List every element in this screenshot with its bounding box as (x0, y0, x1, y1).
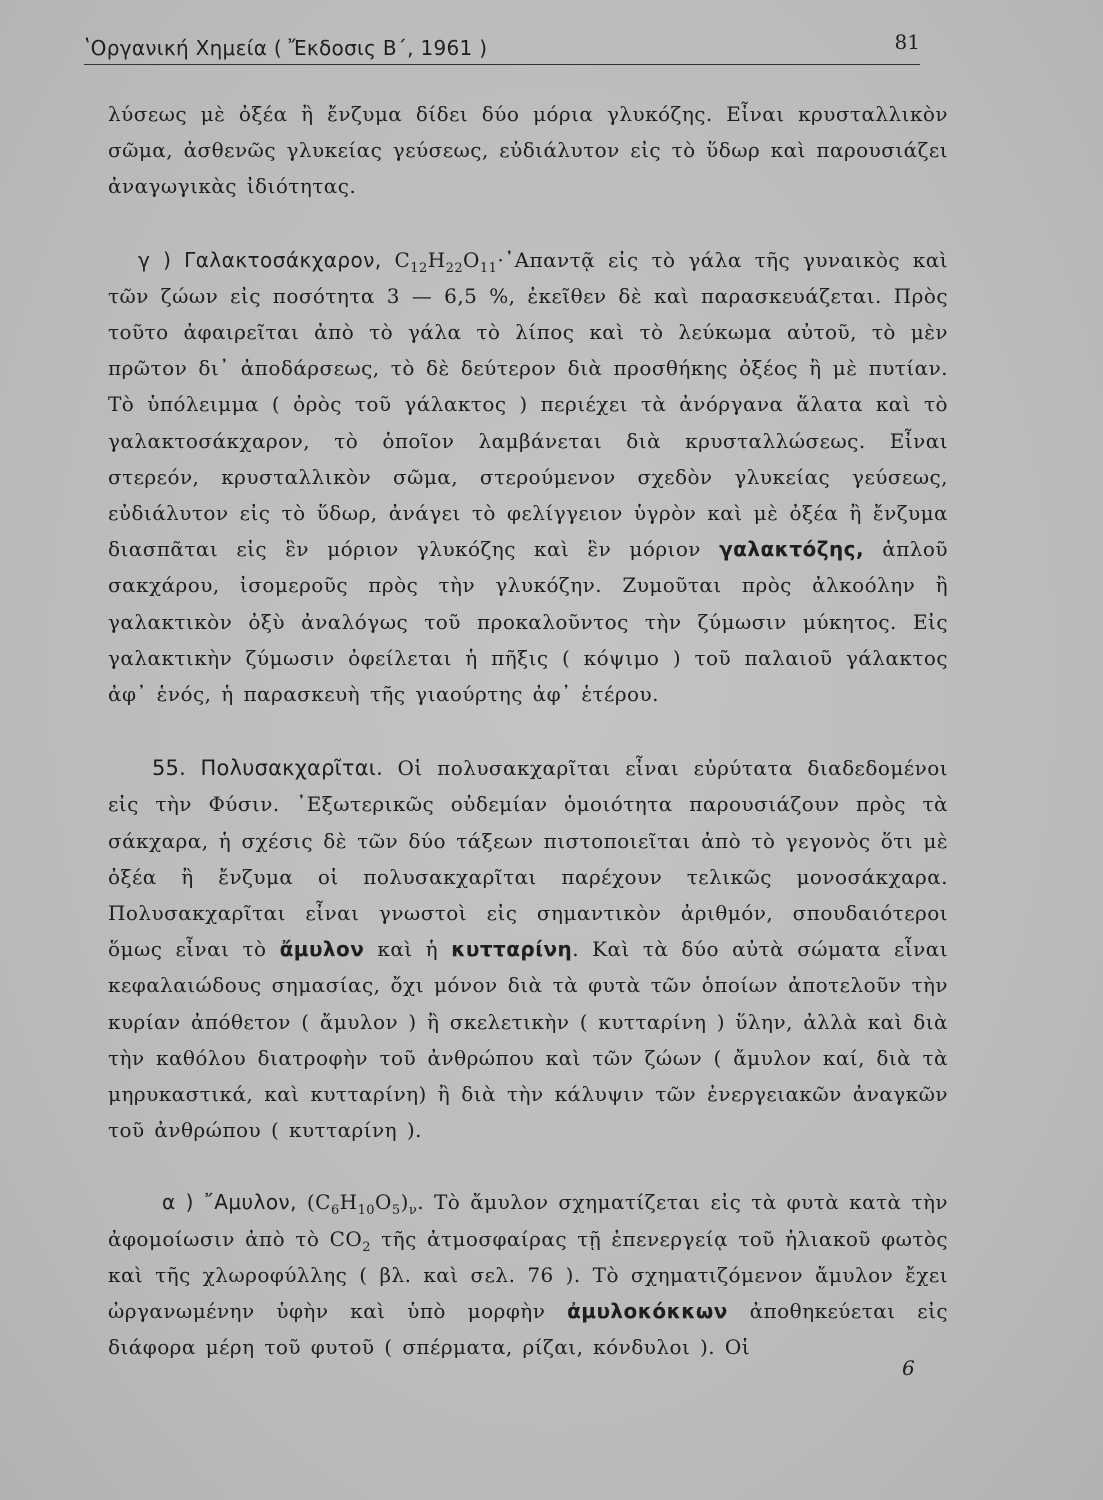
paragraph-text: ·᾿Απαντᾷ εἰς τὸ γάλα τῆς γυναικὸς καὶ τῶν ζώων εἰς ποσότητα 3 — 6,5 %, ἐκεῖθεν δὲ καὶ παρασκευάζεται. Πρὸς τοῦτο ἀφαιρεῖται ἀπὸ τὸ γάλα τὸ λίπος καὶ τὸ λεύκωμα αὐτοῦ, τὸ μὲν πρῶτον δι᾿ ἀποδάρσεως, τὸ δὲ δεύτερον διὰ προσθήκης ὀξέος ἢ μὲ πυτίαν. Τὸ ὑπόλειμμα ( ὀρὸς τοῦ γάλακτος ) περιέχει τὰ ἀνόργανα ἅλατα καὶ τὸ γαλακτοσάκχαρον, τὸ ὁποῖον λαμβάνεται διὰ κρυσταλλώσεως. Εἶναι στερεόν, κρυσταλλικὸν σῶμα, στερούμενον σχεδὸν γλυκείας γεύσεως, εὐδιάλυτον εἰς τὸ ὕδωρ, ἀνάγει τὸ φελίγγειον ὑγρὸν καὶ μὲ ὀξέα ἢ ἔνζυμα διασπᾶται εἰς ἓν μόριον γλυκόζης καὶ ἓν μόριον (108, 247, 949, 562)
paragraph-starch (108, 1184, 948, 1365)
paragraph-text: . Τὸ ἄμυλον σχηματίζεται εἰς τὰ φυτὰ κατὰ τὴν ἀφομοίωσιν ἀπὸ τὸ CO (108, 1190, 949, 1251)
paragraph-text: ἁπλοῦ σακχάρου, ἰσομεροῦς πρὸς τὴν γλυκόζην. Ζυμοῦται πρὸς ἀλκοόλην ἢ γαλακτικὸν ὀξὺ ἀναλόγως τοῦ προκαλοῦντος τὴν ζύμωσιν μύκητος. Εἰς γαλακτικὴν ζύμωσιν ὀφείλεται ἡ πῆξις ( κόψιμο ) τοῦ παλαιοῦ γάλακτος ἀφ᾿ ἑνός, ἡ παρασκευὴ τῆς γιαούρτης ἀφ᾿ ἑτέρου. (108, 537, 949, 707)
paragraph-lactose (108, 242, 948, 713)
chemical-formula: $(C_6H_{10}O_5)_\nu$ (306, 1190, 418, 1219)
subscript: 2 (362, 1239, 371, 1255)
section-heading: 55. Πολυσακχαρῖται. (152, 756, 383, 781)
subsection-label: γ ) Γαλακτοσάκχαρον, (138, 247, 382, 272)
chemical-formula: $C_{12}H_{22}O_{11}$ (394, 247, 498, 276)
paragraph-text: Οἱ πολυσακχαρῖται εἶναι εὐρύτατα διαδεδομένοι εἰς τὴν Φύσιν. ᾿Εξωτερικῶς οὐδεμίαν ὁμοιότητα παρουσιάζουν πρὸς τὰ σάκχαρα, ἡ σχέσις δὲ τῶν δύο τάξεων πιστοποιεῖται ἀπὸ τὸ γεγονὸς ὅτι μὲ ὀξέα ἢ ἔνζυμα οἱ πολυσακχαρῖται παρέχουν τελικῶς μονοσάκχαρα. Πολυσακχαρῖται εἶναι γνωστοὶ εἰς σημαντικὸν ἀριθμόν, σπουδαιότεροι ὅμως εἶναι τὸ (108, 756, 949, 962)
bold-term: κυτταρίνη (451, 937, 573, 962)
bold-term: ἀμυλοκόκκων (567, 1299, 728, 1324)
paragraph-text: λύσεως μὲ ὀξέα ἢ ἔνζυμα δίδει δύο μόρια γλυκόζης. Εἶναι κρυσταλλικὸν σῶμα, ἀσθενῶς γλυκείας γεύσεως, εὐδιάλυτον εἰς τὸ ὕδωρ καὶ παρουσιάζει ἀναγωγικὰς ἰδιότητας. (108, 102, 948, 199)
page-number: 81 (894, 30, 920, 54)
paragraph-disaccharide-end (108, 96, 948, 205)
running-title: ʽΟργανική Χημεία ( Ἔκδοσις Β΄, 1961 ) (84, 36, 488, 60)
body-text (108, 96, 948, 1366)
bold-term: ἄμυλον (279, 937, 365, 962)
signature-number: 6 (902, 1356, 915, 1380)
paragraph-polysaccharides (108, 750, 948, 1148)
bold-term: γαλακτόζης, (719, 537, 865, 562)
paragraph-text: τῆς ἀτμοσφαίρας τῇ ἐπενεργείᾳ τοῦ ἡλιακοῦ φωτὸς καὶ τῆς χλωροφύλλης ( βλ. καὶ σελ. 76 ). Τὸ σχηματιζόμενον ἄμυλον ἔχει ὠργανωμένην ὑφὴν καὶ ὑπὸ μορφὴν (108, 1226, 949, 1324)
paragraph-text: . Καὶ τὰ δύο αὐτὰ σώματα εἶναι κεφαλαιώδους σημασίας, ὄχι μόνον διὰ τὰ φυτὰ τῶν ὁποίων ἀποτελοῦν τὴν κυρίαν ἀπόθετον ( ἄμυλον ) ἢ σκελετικὴν ( κυτταρίνη ) ὕλην, ἀλλὰ καὶ διὰ τὴν καθόλου διατροφὴν τοῦ ἀνθρώπου καὶ τῶν ζώων ( ἄμυλον καί, διὰ τὰ μηρυκαστικά, καὶ κυτταρίνη) ἢ διὰ τὴν κάλυψιν τῶν ἐνεργειακῶν ἀναγκῶν τοῦ ἀνθρώπου ( κυτταρίνη ). (108, 937, 948, 1143)
paragraph-text: ἀποθηκεύεται εἰς διάφορα μέρη τοῦ φυτοῦ ( σπέρματα, ρίζαι, κόνδυλοι ). Οἱ (108, 1299, 949, 1360)
running-header (84, 30, 920, 65)
subsection-label: α ) ῎Αμυλον, (162, 1190, 297, 1215)
paragraph-text: καὶ ἡ (377, 937, 439, 962)
